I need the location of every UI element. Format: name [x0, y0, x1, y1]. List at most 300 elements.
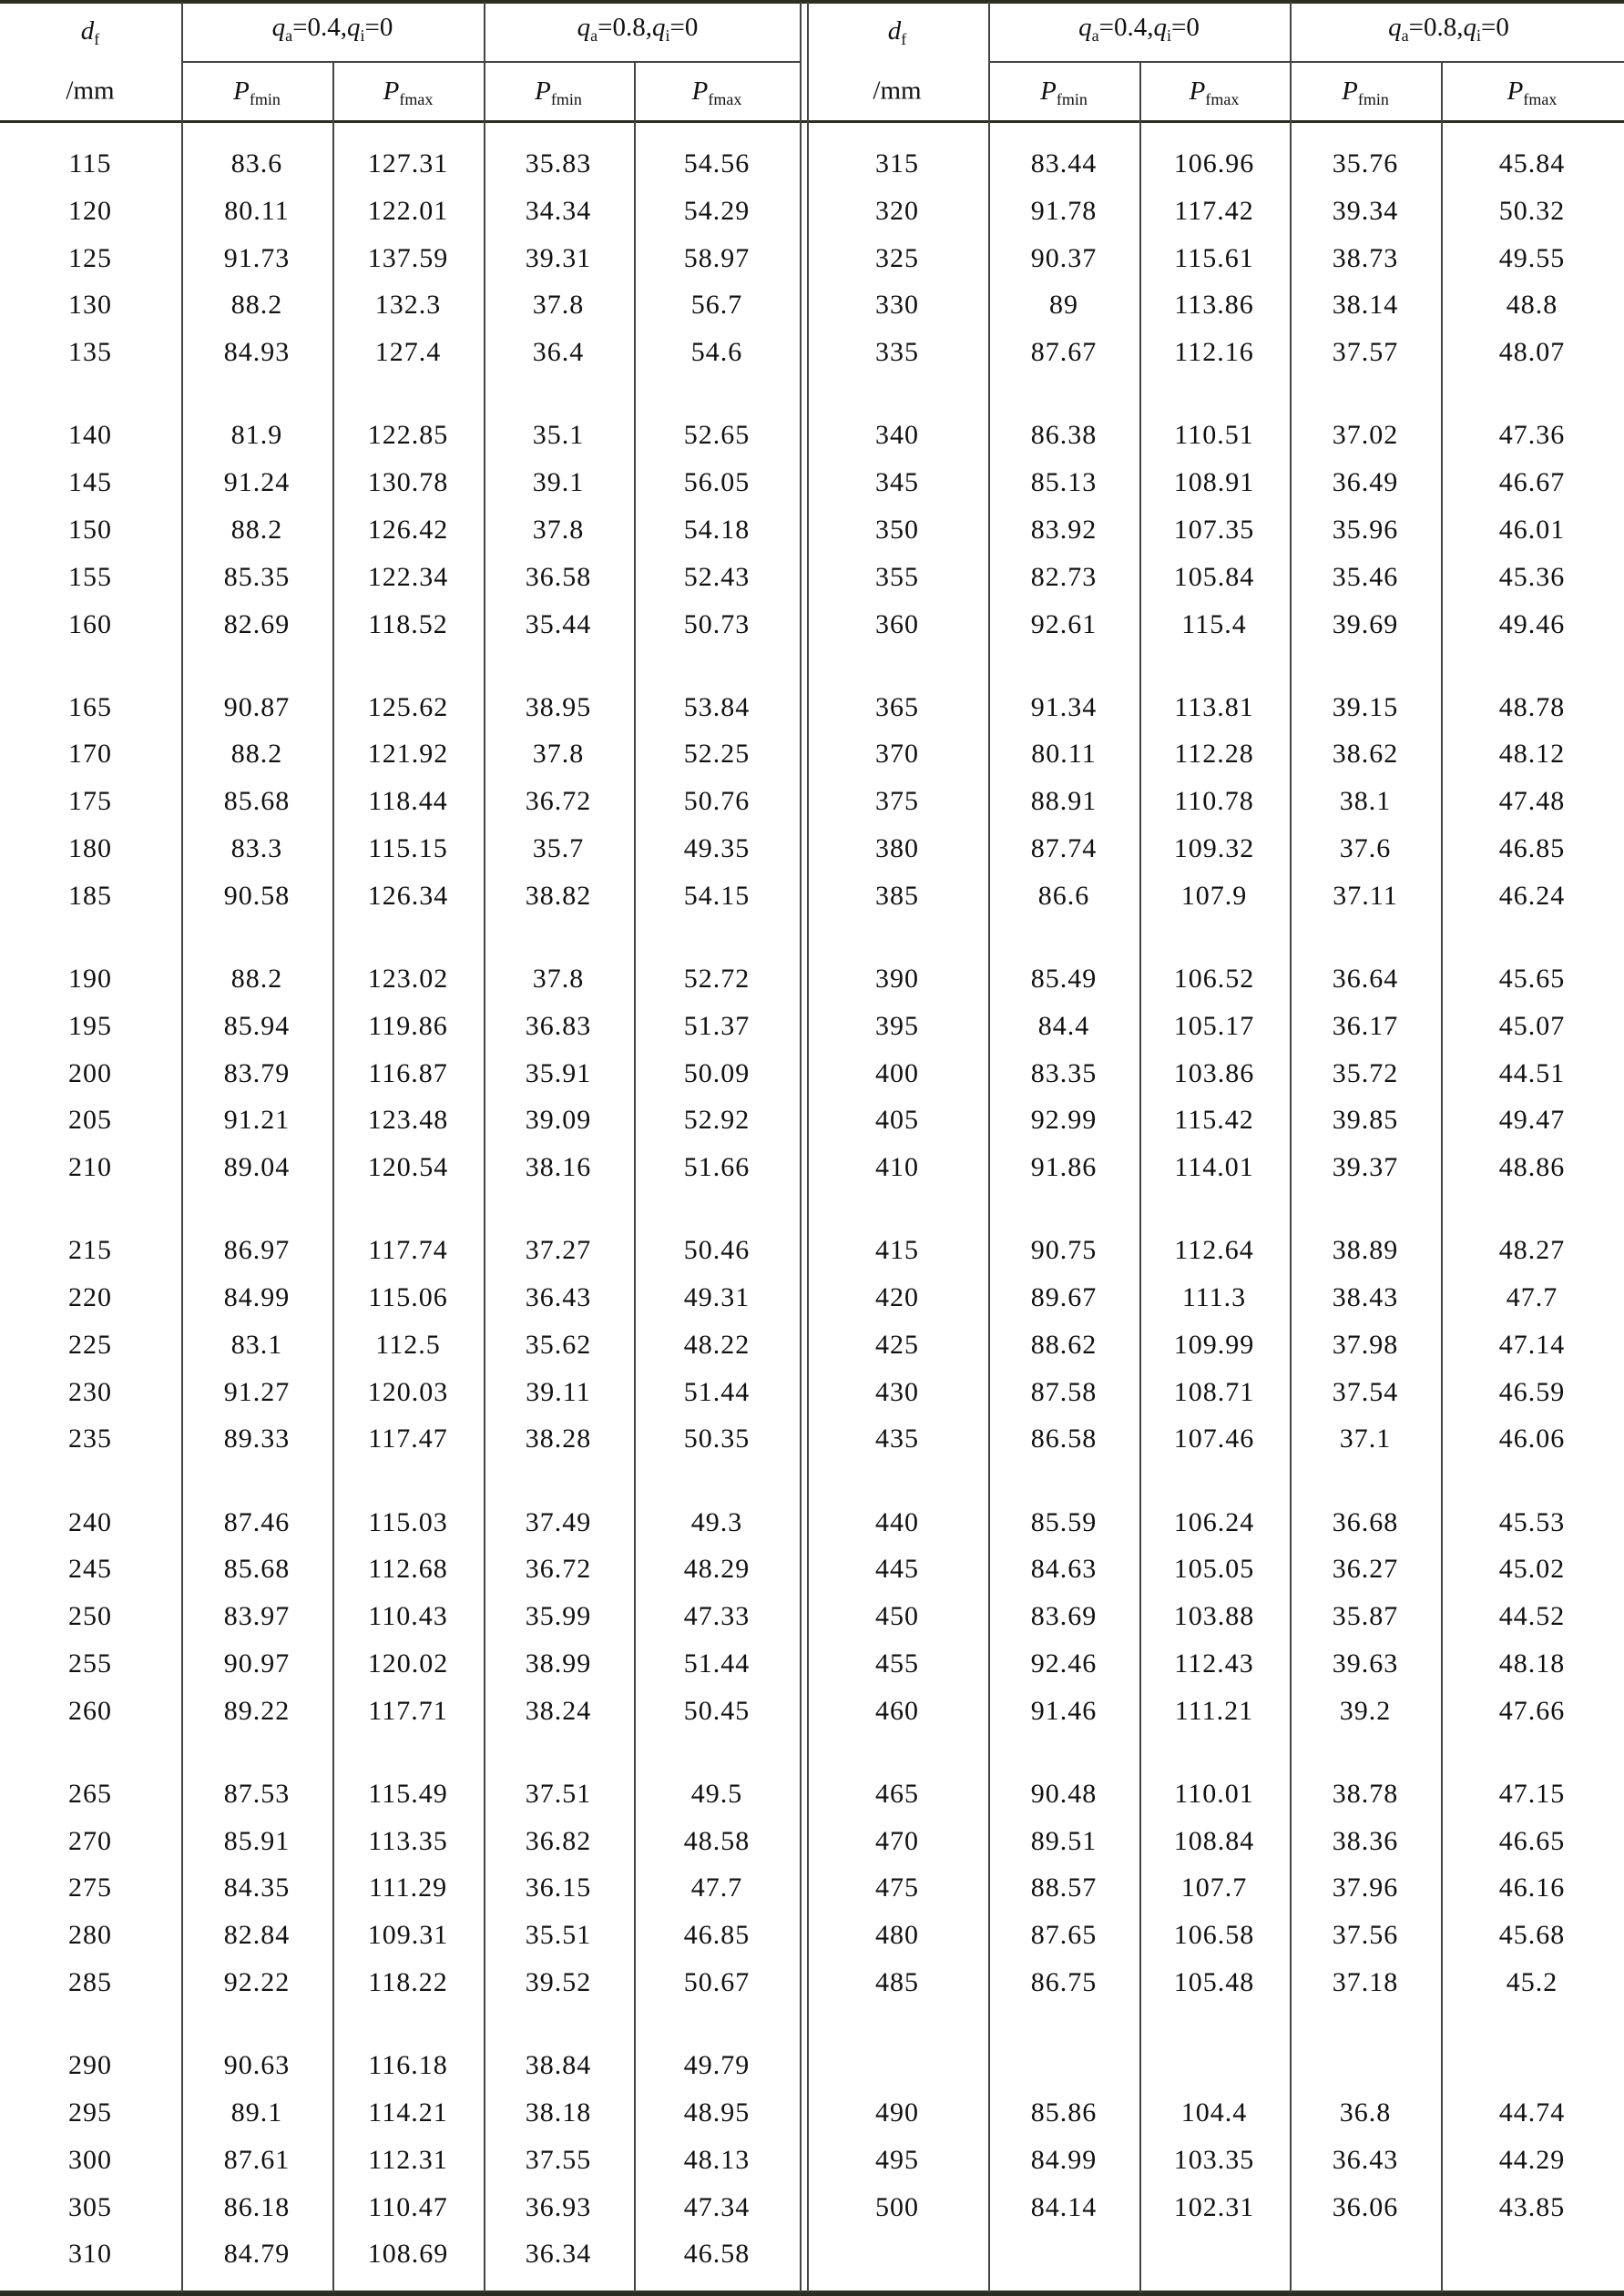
cell-pfmax-qa04: 112.5 — [375, 1329, 441, 1360]
cell-df: 265 — [68, 1778, 112, 1809]
cell-pfmax-qa08: 48.58 — [683, 1825, 751, 1856]
cell-pfmax-qa08: 49.55 — [1498, 242, 1566, 273]
cell-pfmin-qa08: 39.2 — [1339, 1695, 1392, 1726]
symbol: q — [1078, 13, 1092, 42]
cell-pfmin-qa08: 35.7 — [532, 833, 585, 863]
cell-pfmin-qa04: 86.58 — [1030, 1424, 1098, 1454]
top-rule — [0, 0, 1624, 4]
cell-pfmax-qa04: 115.06 — [368, 1282, 448, 1312]
cell-pfmax-qa08: 48.13 — [683, 2144, 751, 2175]
cell-pfmin-qa08: 36.68 — [1332, 1506, 1399, 1537]
cell-pfmax-qa08: 47.14 — [1498, 1329, 1566, 1360]
cell-df: 295 — [68, 2097, 112, 2128]
cell-pfmax-qa04: 127.31 — [367, 148, 449, 179]
cell-pfmin-qa08: 38.84 — [525, 2050, 592, 2081]
cell-df: 115 — [68, 148, 112, 179]
cell-pfmin-qa04: 86.97 — [223, 1235, 291, 1266]
cell-pfmax-qa04: 111.29 — [368, 1873, 448, 1903]
symbol: d — [887, 16, 902, 46]
cell-pfmin-qa08: 35.83 — [525, 148, 592, 179]
cell-df: 210 — [68, 1152, 112, 1183]
cell-pfmin-qa08: 37.27 — [525, 1235, 592, 1266]
subscript: fmax — [708, 90, 742, 108]
cell-pfmin-qa04: 83.92 — [1030, 514, 1098, 545]
cell-pfmin-qa04: 85.49 — [1030, 963, 1098, 994]
bottom-rule — [0, 2291, 1624, 2296]
symbol: =0.4, — [292, 13, 347, 42]
cell-df: 440 — [875, 1506, 919, 1537]
cell-pfmax-qa04: 118.22 — [368, 1967, 448, 1997]
symbol: =0 — [669, 13, 699, 42]
cell-pfmax-qa04: 110.51 — [1174, 420, 1254, 451]
cell-pfmin-qa08: 34.34 — [525, 195, 592, 226]
cell-pfmax-qa08: 52.72 — [683, 963, 751, 994]
cell-pfmin-qa04: 89.1 — [230, 2097, 283, 2128]
cell-pfmax-qa04: 120.54 — [367, 1152, 449, 1183]
cell-pfmin-qa04: 92.22 — [223, 1967, 291, 1997]
cell-pfmin-qa04: 88.2 — [230, 514, 283, 545]
cell-pfmax-qa08: 47.15 — [1498, 1778, 1566, 1809]
cell-pfmax-qa04: 102.31 — [1173, 2191, 1255, 2222]
cell-df: 410 — [875, 1152, 919, 1183]
cell-pfmin-qa04: 83.3 — [230, 833, 283, 863]
cell-pfmin-qa04: 88.2 — [230, 739, 283, 770]
cell-df: 155 — [68, 561, 112, 592]
cell-df: 130 — [68, 290, 112, 321]
group-header-rule — [988, 61, 1624, 63]
symbol: P — [383, 77, 400, 106]
cell-df: 255 — [68, 1648, 112, 1679]
cell-df: 305 — [68, 2191, 112, 2222]
cell-pfmin-qa08: 39.15 — [1332, 691, 1399, 722]
cell-pfmin-qa04: 84.93 — [223, 337, 291, 368]
cell-pfmax-qa08: 46.65 — [1498, 1825, 1566, 1856]
cell-df: 245 — [68, 1554, 112, 1585]
cell-pfmax-qa04: 106.58 — [1173, 1920, 1255, 1951]
cell-pfmin-qa08: 36.4 — [532, 337, 585, 368]
symbol: d — [80, 16, 95, 46]
cell-pfmin-qa04: 89 — [1049, 290, 1078, 321]
header-df — [81, 16, 100, 49]
cell-df: 360 — [875, 608, 919, 639]
header-group-a — [1078, 13, 1200, 46]
header-pfmin — [1040, 77, 1088, 109]
cell-pfmax-qa04: 117.47 — [368, 1424, 448, 1454]
cell-pfmin-qa08: 36.64 — [1332, 963, 1399, 994]
cell-pfmax-qa04: 113.81 — [1174, 691, 1254, 722]
symbol: q — [577, 13, 591, 42]
cell-pfmax-qa04: 125.62 — [367, 691, 449, 722]
cell-df: 240 — [68, 1506, 112, 1537]
cell-df: 445 — [875, 1554, 919, 1585]
column-divider — [800, 2, 802, 2292]
cell-pfmin-qa04: 85.68 — [223, 786, 291, 817]
cell-df: 405 — [875, 1105, 919, 1136]
cell-df: 285 — [68, 1967, 112, 1997]
header-group-a — [272, 13, 393, 46]
cell-pfmin-qa08: 38.82 — [525, 880, 592, 911]
cell-pfmax-qa04: 106.24 — [1173, 1506, 1255, 1537]
cell-pfmax-qa04: 112.16 — [1174, 337, 1254, 368]
symbol: q — [1388, 13, 1402, 42]
symbol: =0.8, — [1408, 13, 1464, 42]
cell-pfmax-qa04: 115.42 — [1174, 1105, 1254, 1136]
cell-pfmax-qa08: 54.15 — [683, 880, 751, 911]
cell-pfmax-qa08: 56.05 — [683, 467, 751, 498]
cell-pfmax-qa08: 48.22 — [683, 1329, 751, 1360]
cell-pfmax-qa08: 52.65 — [683, 420, 751, 451]
cell-pfmin-qa08: 37.56 — [1332, 1920, 1399, 1951]
cell-pfmin-qa04: 83.35 — [1030, 1057, 1098, 1088]
cell-pfmin-qa04: 83.6 — [230, 148, 283, 179]
cell-pfmin-qa04: 91.78 — [1030, 195, 1098, 226]
cell-pfmin-qa04: 85.91 — [223, 1825, 291, 1856]
cell-df: 330 — [875, 290, 919, 321]
cell-pfmin-qa08: 37.55 — [525, 2144, 592, 2175]
cell-pfmax-qa08: 44.52 — [1498, 1601, 1566, 1632]
cell-pfmin-qa08: 37.98 — [1332, 1329, 1399, 1360]
cell-pfmax-qa04: 104.4 — [1180, 2097, 1248, 2128]
cell-pfmax-qa04: 107.35 — [1173, 514, 1255, 545]
cell-pfmin-qa04: 90.37 — [1030, 242, 1098, 273]
cell-df: 215 — [68, 1235, 112, 1266]
cell-pfmax-qa04: 120.03 — [367, 1376, 449, 1407]
cell-pfmax-qa08: 48.8 — [1506, 290, 1558, 321]
subscript: a — [1401, 26, 1409, 45]
symbol: q — [1153, 13, 1167, 42]
cell-pfmax-qa08: 50.45 — [683, 1695, 751, 1726]
header-df — [888, 16, 907, 49]
cell-pfmin-qa04: 85.86 — [1030, 2097, 1098, 2128]
cell-df: 170 — [68, 739, 112, 770]
header-pfmax — [692, 77, 742, 109]
column-divider — [181, 2, 183, 2292]
symbol: =0.4, — [1098, 13, 1154, 42]
cell-pfmax-qa04: 117.74 — [368, 1235, 448, 1266]
cell-pfmin-qa08: 39.11 — [526, 1376, 591, 1407]
symbol: P — [1342, 77, 1358, 106]
subscript: i — [360, 26, 365, 45]
cell-pfmin-qa08: 36.43 — [525, 1282, 592, 1312]
cell-df: 250 — [68, 1601, 112, 1632]
cell-pfmax-qa08: 47.7 — [1506, 1282, 1558, 1312]
cell-pfmin-qa04: 87.46 — [223, 1506, 291, 1537]
cell-pfmax-qa04: 108.91 — [1173, 467, 1255, 498]
cell-pfmax-qa04: 108.84 — [1173, 1825, 1255, 1856]
cell-pfmax-qa04: 115.49 — [368, 1778, 448, 1809]
subscript: a — [285, 26, 293, 45]
cell-df: 325 — [875, 242, 919, 273]
cell-pfmax-qa04: 110.01 — [1174, 1778, 1254, 1809]
cell-pfmin-qa04: 84.35 — [223, 1873, 291, 1903]
cell-pfmin-qa08: 38.95 — [525, 691, 592, 722]
symbol: q — [651, 13, 666, 42]
cell-pfmin-qa04: 81.9 — [230, 420, 283, 451]
cell-df: 185 — [68, 880, 112, 911]
cell-pfmin-qa08: 38.24 — [525, 1695, 592, 1726]
cell-pfmin-qa08: 38.78 — [1332, 1778, 1399, 1809]
cell-pfmin-qa08: 36.8 — [1339, 2097, 1392, 2128]
cell-pfmin-qa08: 38.62 — [1332, 739, 1399, 770]
cell-pfmax-qa04: 110.47 — [368, 2191, 448, 2222]
cell-pfmax-qa08: 50.73 — [683, 608, 751, 639]
cell-df: 260 — [68, 1695, 112, 1726]
cell-pfmax-qa08: 48.86 — [1498, 1152, 1566, 1183]
cell-pfmax-qa04: 103.88 — [1173, 1601, 1255, 1632]
header-pfmin — [233, 77, 281, 109]
cell-pfmin-qa08: 39.34 — [1332, 195, 1399, 226]
cell-pfmin-qa08: 39.1 — [532, 467, 585, 498]
cell-pfmax-qa08: 45.02 — [1498, 1554, 1566, 1585]
cell-pfmax-qa04: 109.31 — [367, 1920, 449, 1951]
cell-pfmax-qa08: 51.44 — [683, 1648, 751, 1679]
cell-pfmax-qa08: 50.76 — [683, 786, 751, 817]
cell-pfmin-qa08: 35.62 — [525, 1329, 592, 1360]
cell-pfmin-qa08: 36.15 — [525, 1873, 592, 1903]
cell-pfmin-qa08: 37.57 — [1332, 337, 1399, 368]
column-divider — [807, 2, 809, 2292]
cell-pfmax-qa04: 112.31 — [368, 2144, 448, 2175]
cell-df: 180 — [68, 833, 112, 863]
cell-pfmin-qa08: 35.51 — [525, 1920, 592, 1951]
cell-df: 270 — [68, 1825, 112, 1856]
cell-df: 275 — [68, 1873, 112, 1903]
cell-df: 205 — [68, 1105, 112, 1136]
cell-pfmax-qa04: 105.84 — [1173, 561, 1255, 592]
cell-pfmin-qa08: 37.8 — [532, 290, 585, 321]
cell-pfmax-qa04: 117.71 — [368, 1695, 448, 1726]
header-pfmin — [535, 77, 582, 109]
cell-df: 320 — [875, 195, 919, 226]
cell-df: 145 — [68, 467, 112, 498]
cell-pfmax-qa04: 115.4 — [1181, 608, 1247, 639]
cell-pfmin-qa08: 35.99 — [525, 1601, 592, 1632]
cell-pfmax-qa04: 122.34 — [367, 561, 449, 592]
cell-pfmax-qa08: 47.34 — [683, 2191, 751, 2222]
subscript: fmax — [1523, 90, 1558, 108]
cell-pfmin-qa04: 91.27 — [223, 1376, 291, 1407]
symbol: =0 — [364, 13, 393, 42]
cell-pfmax-qa08: 49.46 — [1498, 608, 1566, 639]
cell-pfmin-qa04: 84.63 — [1030, 1554, 1098, 1585]
cell-df: 280 — [68, 1920, 112, 1951]
cell-pfmin-qa04: 90.75 — [1030, 1235, 1098, 1266]
cell-df: 200 — [68, 1057, 112, 1088]
cell-pfmax-qa04: 130.78 — [367, 467, 449, 498]
cell-pfmax-qa04: 112.64 — [1174, 1235, 1254, 1266]
cell-pfmax-qa08: 47.36 — [1498, 420, 1566, 451]
symbol: q — [346, 13, 361, 42]
symbol: P — [691, 77, 709, 106]
cell-df: 175 — [68, 786, 112, 817]
symbol: P — [233, 77, 250, 106]
cell-pfmin-qa04: 84.14 — [1030, 2191, 1098, 2222]
cell-df: 235 — [68, 1424, 112, 1454]
cell-df: 370 — [875, 739, 919, 770]
cell-pfmax-qa04: 118.52 — [368, 608, 448, 639]
cell-pfmax-qa08: 50.67 — [683, 1967, 751, 1997]
cell-df: 450 — [875, 1601, 919, 1632]
cell-pfmin-qa08: 36.06 — [1332, 2191, 1399, 2222]
cell-pfmin-qa04: 83.79 — [223, 1057, 291, 1088]
cell-df: 470 — [875, 1825, 919, 1856]
symbol: P — [1507, 77, 1524, 106]
subscript: fmin — [249, 90, 281, 108]
cell-pfmin-qa08: 38.43 — [1332, 1282, 1399, 1312]
column-divider — [332, 61, 334, 2292]
subscript: i — [1476, 26, 1482, 45]
cell-pfmax-qa04: 107.7 — [1180, 1873, 1248, 1903]
subscript: f — [94, 30, 100, 48]
cell-pfmax-qa08: 54.6 — [690, 337, 743, 368]
cell-pfmin-qa08: 36.72 — [525, 786, 592, 817]
cell-pfmax-qa04: 108.71 — [1173, 1376, 1255, 1407]
cell-pfmin-qa04: 92.46 — [1030, 1648, 1098, 1679]
cell-df: 345 — [875, 467, 919, 498]
cell-pfmax-qa08: 48.78 — [1498, 691, 1566, 722]
cell-pfmax-qa04: 116.18 — [368, 2050, 448, 2081]
cell-pfmax-qa08: 52.92 — [683, 1105, 751, 1136]
cell-pfmax-qa08: 46.85 — [683, 1920, 751, 1951]
cell-pfmin-qa04: 91.73 — [223, 242, 291, 273]
cell-pfmax-qa04: 116.87 — [368, 1057, 448, 1088]
cell-pfmax-qa08: 53.84 — [683, 691, 751, 722]
cell-pfmin-qa08: 38.73 — [1332, 242, 1399, 273]
subscript: i — [665, 26, 670, 45]
cell-pfmin-qa04: 88.62 — [1030, 1329, 1098, 1360]
cell-pfmax-qa08: 45.36 — [1498, 561, 1566, 592]
cell-pfmin-qa04: 87.74 — [1030, 833, 1098, 863]
cell-df: 480 — [875, 1920, 919, 1951]
cell-pfmax-qa08: 51.44 — [683, 1376, 751, 1407]
cell-pfmin-qa08: 36.83 — [525, 1010, 592, 1041]
cell-pfmin-qa08: 35.46 — [1332, 561, 1399, 592]
cell-df: 310 — [68, 2239, 112, 2270]
cell-pfmin-qa04: 88.57 — [1030, 1873, 1098, 1903]
symbol: P — [1040, 77, 1057, 106]
cell-df: 365 — [875, 691, 919, 722]
subscript: a — [1091, 26, 1099, 45]
symbol: P — [535, 77, 551, 106]
cell-pfmin-qa08: 37.49 — [525, 1506, 592, 1537]
cell-pfmax-qa08: 44.74 — [1498, 2097, 1566, 2128]
cell-pfmax-qa04: 121.92 — [367, 739, 449, 770]
symbol: q — [271, 13, 286, 42]
cell-df: 475 — [875, 1873, 919, 1903]
cell-pfmax-qa08: 50.09 — [683, 1057, 751, 1088]
cell-pfmin-qa08: 36.43 — [1332, 2144, 1399, 2175]
cell-pfmin-qa08: 39.63 — [1332, 1648, 1399, 1679]
cell-pfmax-qa04: 123.48 — [367, 1105, 449, 1136]
cell-pfmax-qa04: 115.61 — [1174, 242, 1254, 273]
cell-pfmax-qa08: 48.29 — [683, 1554, 751, 1585]
cell-pfmax-qa04: 120.02 — [367, 1648, 449, 1679]
cell-pfmin-qa04: 85.68 — [223, 1554, 291, 1585]
cell-pfmin-qa08: 39.52 — [525, 1967, 592, 1997]
cell-pfmax-qa08: 44.29 — [1498, 2144, 1566, 2175]
cell-pfmin-qa08: 36.93 — [525, 2191, 592, 2222]
cell-pfmin-qa08: 35.44 — [525, 608, 592, 639]
cell-pfmax-qa04: 106.96 — [1173, 148, 1255, 179]
cell-pfmin-qa04: 89.67 — [1030, 1282, 1098, 1312]
subscript: fmax — [1205, 90, 1240, 108]
cell-pfmin-qa04: 82.69 — [223, 608, 291, 639]
cell-pfmin-qa08: 38.16 — [525, 1152, 592, 1183]
cell-pfmax-qa04: 113.86 — [1174, 290, 1254, 321]
cell-df: 220 — [68, 1282, 112, 1312]
cell-pfmax-qa04: 107.9 — [1180, 880, 1248, 911]
cell-pfmax-qa08: 43.85 — [1498, 2191, 1566, 2222]
cell-pfmin-qa08: 36.58 — [525, 561, 592, 592]
symbol: P — [1189, 77, 1206, 106]
cell-df: 225 — [68, 1329, 112, 1360]
cell-df: 395 — [875, 1010, 919, 1041]
cell-pfmax-qa08: 49.47 — [1498, 1105, 1566, 1136]
cell-pfmin-qa04: 84.4 — [1037, 1010, 1090, 1041]
cell-pfmax-qa08: 48.12 — [1498, 739, 1566, 770]
cell-df: 140 — [68, 420, 112, 451]
cell-pfmax-qa04: 103.86 — [1173, 1057, 1255, 1088]
cell-pfmin-qa04: 82.73 — [1030, 561, 1098, 592]
cell-pfmax-qa08: 49.3 — [690, 1506, 743, 1537]
cell-pfmin-qa04: 92.99 — [1030, 1105, 1098, 1136]
cell-pfmax-qa08: 47.66 — [1498, 1695, 1566, 1726]
cell-pfmin-qa04: 88.2 — [230, 290, 283, 321]
header-rule — [0, 120, 1624, 123]
symbol: =0 — [1171, 13, 1200, 42]
cell-df: 340 — [875, 420, 919, 451]
cell-pfmax-qa08: 46.59 — [1498, 1376, 1566, 1407]
cell-pfmax-qa08: 49.35 — [683, 833, 751, 863]
cell-pfmin-qa04: 80.11 — [224, 195, 290, 226]
cell-pfmax-qa08: 46.16 — [1498, 1873, 1566, 1903]
cell-pfmin-qa04: 91.34 — [1030, 691, 1098, 722]
cell-pfmin-qa04: 85.35 — [223, 561, 291, 592]
cell-pfmin-qa08: 39.37 — [1332, 1152, 1399, 1183]
cell-pfmax-qa04: 114.21 — [368, 2097, 448, 2128]
cell-pfmin-qa04: 88.2 — [230, 963, 283, 994]
subscript: a — [590, 26, 598, 45]
column-divider — [988, 2, 990, 2292]
cell-pfmax-qa04: 126.34 — [367, 880, 449, 911]
cell-df: 495 — [875, 2144, 919, 2175]
cell-pfmax-qa08: 45.65 — [1498, 963, 1566, 994]
cell-pfmin-qa08: 37.1 — [1339, 1424, 1392, 1454]
cell-pfmax-qa08: 47.48 — [1498, 786, 1566, 817]
cell-pfmin-qa08: 37.8 — [532, 514, 585, 545]
subscript: i — [1166, 26, 1172, 45]
cell-pfmin-qa04: 91.86 — [1030, 1152, 1098, 1183]
cell-df: 300 — [68, 2144, 112, 2175]
cell-pfmax-qa04: 112.28 — [1174, 739, 1254, 770]
subscript: fmin — [1056, 90, 1088, 108]
cell-df: 150 — [68, 514, 112, 545]
cell-pfmax-qa08: 51.66 — [683, 1152, 751, 1183]
column-divider — [1290, 2, 1292, 2292]
cell-pfmax-qa08: 49.5 — [690, 1778, 743, 1809]
subscript: fmin — [1357, 90, 1389, 108]
cell-pfmin-qa08: 37.8 — [532, 739, 585, 770]
cell-pfmin-qa04: 90.97 — [223, 1648, 291, 1679]
cell-pfmax-qa08: 45.07 — [1498, 1010, 1566, 1041]
cell-pfmax-qa08: 46.67 — [1498, 467, 1566, 498]
cell-pfmin-qa08: 35.87 — [1332, 1601, 1399, 1632]
cell-pfmax-qa08: 45.84 — [1498, 148, 1566, 179]
cell-pfmax-qa04: 122.01 — [367, 195, 449, 226]
cell-pfmax-qa08: 47.33 — [683, 1601, 751, 1632]
cell-pfmin-qa04: 83.97 — [223, 1601, 291, 1632]
cell-pfmin-qa04: 85.59 — [1030, 1506, 1098, 1537]
